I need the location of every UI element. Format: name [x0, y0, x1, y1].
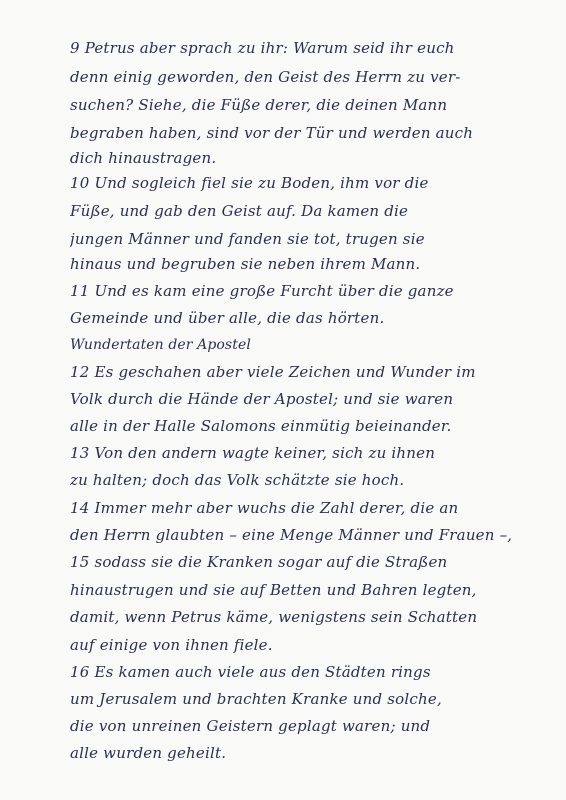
text-line-13: 12 Es geschahen aber viele Zeichen und Wunder im — [70, 363, 476, 381]
text-line-17: zu halten; doch das Volk schätzte sie hoch. — [70, 471, 405, 489]
text-line-20: 15 sodass sie die Kranken sogar auf die Straßen — [70, 553, 448, 571]
text-line-23: auf einige von ihnen fiele. — [70, 636, 273, 654]
text-line-15: alle in der Halle Salomons einmütig beieinander. — [70, 417, 452, 435]
text-line-24: 16 Es kamen auch viele aus den Städten rings — [70, 663, 431, 681]
text-line-25: um Jerusalem und brachten Kranke und solche, — [70, 690, 442, 708]
text-line-16: 13 Von den andern wagte keiner, sich zu ihnen — [70, 444, 436, 462]
text-line-9: hinaus und begruben sie neben ihrem Mann. — [70, 255, 421, 273]
text-line-21: hinaustrugen und sie auf Betten und Bahren legten, — [70, 581, 477, 599]
section-heading: Wundertaten der Apostel — [70, 337, 251, 353]
text-line-22: damit, wenn Petrus käme, wenigstens sein Schatten — [70, 608, 478, 626]
text-line-11: Gemeinde und über alle, die das hörten. — [70, 309, 385, 327]
text-line-10: 11 Und es kam eine große Furcht über die ganze — [70, 282, 454, 300]
text-line-1: 9 Petrus aber sprach zu ihr: Warum seid ihr euch — [70, 39, 455, 57]
text-line-6: 10 Und sogleich fiel sie zu Boden, ihm vor die — [70, 174, 429, 192]
text-line-19: den Herrn glaubten – eine Menge Männer und Frauen –, — [70, 526, 513, 544]
text-line-4: begraben haben, sind vor der Tür und werden auch — [70, 124, 474, 142]
text-line-26: die von unreinen Geistern geplagt waren; und — [70, 717, 431, 735]
text-line-18: 14 Immer mehr aber wuchs die Zahl derer, die an — [70, 499, 459, 517]
text-line-5: dich hinaustragen. — [70, 149, 217, 167]
text-line-8: jungen Männer und fanden sie tot, trugen sie — [70, 230, 425, 248]
text-line-27: alle wurden geheilt. — [70, 744, 227, 762]
text-line-14: Volk durch die Hände der Apostel; und sie waren — [70, 390, 454, 408]
text-line-3: suchen? Siehe, die Füße derer, die deinen Mann — [70, 96, 448, 114]
text-line-2: denn einig geworden, den Geist des Herrn zu ver- — [70, 68, 461, 86]
text-line-7: Füße, und gab den Geist auf. Da kamen die — [70, 202, 409, 220]
